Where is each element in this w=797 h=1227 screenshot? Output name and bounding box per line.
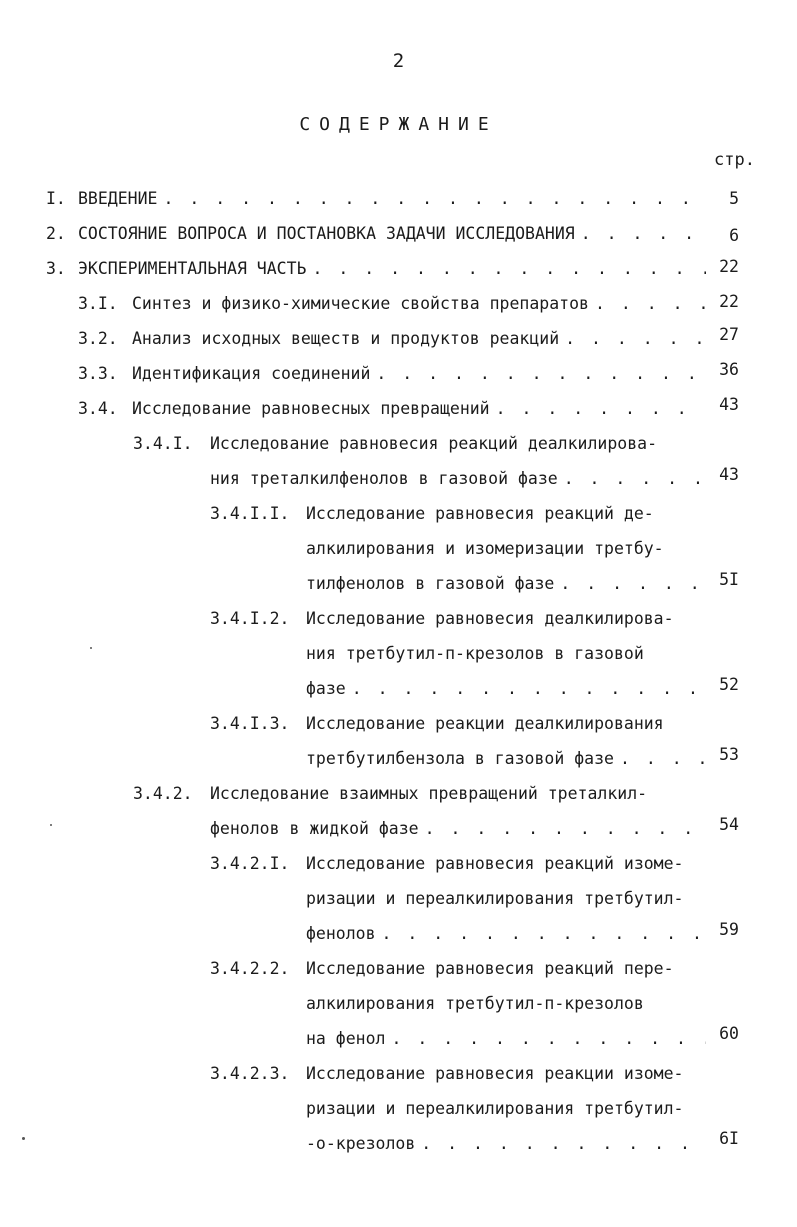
scan-speck	[22, 1137, 25, 1140]
entry-text-line: алкилирования и изомеризации третбу-	[306, 539, 664, 558]
entry-text: ЭКСПЕРИМЕНТАЛЬНАЯ ЧАСТЬ	[78, 259, 307, 278]
entry-text: Исследование равновесных превращений	[132, 399, 490, 418]
entry-number: 3.4.2.3.	[210, 1064, 290, 1083]
entry-text: СОСТОЯНИЕ ВОПРОСА И ПОСТАНОВКА ЗАДАЧИ ИССЛЕДОВАНИЯ	[78, 224, 575, 243]
toc-entry-1	[46, 187, 706, 211]
page-column-header: стр.	[714, 150, 755, 170]
page-number: 2	[392, 50, 405, 72]
toc-entry-3-4	[78, 397, 706, 421]
leader-dots	[376, 922, 706, 946]
entry-text-line: Исследование равновесия реакций де-	[306, 504, 654, 523]
entry-text: Идентификация соединений	[132, 364, 371, 383]
entry-number: 2.	[46, 224, 66, 243]
entry-number: 3.4.2.	[133, 784, 193, 803]
leader-dots	[157, 187, 706, 211]
entry-text-line: -о-крезолов	[306, 1134, 416, 1153]
entry-page: 22	[719, 292, 739, 311]
leader-dots	[614, 747, 706, 771]
entry-number: I.	[46, 189, 66, 208]
page-title: СОДЕРЖАНИЕ	[299, 114, 498, 135]
entry-number: 3.I.	[78, 294, 118, 313]
toc-entry-3-4-1-2	[306, 677, 706, 701]
leader-dots	[346, 677, 706, 701]
entry-page: 53	[719, 745, 739, 764]
leader-dots	[490, 397, 706, 421]
entry-text-line: фенолов в жидкой фазе	[210, 819, 419, 838]
entry-text-line: Исследование равновесия реакций деалкилирова-	[210, 434, 658, 453]
leader-dots	[554, 572, 706, 596]
entry-text-line: Исследование реакции деалкилирования	[306, 714, 664, 733]
entry-page: 22	[719, 257, 739, 276]
leader-dots	[575, 222, 706, 246]
entry-text-line: Исследование равновесия деалкилирова-	[306, 609, 674, 628]
entry-number: 3.2.	[78, 329, 118, 348]
leader-dots	[306, 257, 706, 281]
entry-text-line: Исследование равновесия реакции изоме-	[306, 1064, 684, 1083]
entry-text: Синтез и физико-химические свойства препаратов	[132, 294, 589, 313]
entry-text-line: Исследование взаимных превращений треталкил-	[210, 784, 648, 803]
entry-text-line: ния третбутил-п-крезолов в газовой	[306, 644, 644, 663]
toc-entry-3-3	[78, 362, 706, 386]
toc-entry-3-4-2	[210, 817, 706, 841]
entry-page: 6	[729, 226, 739, 245]
entry-page: 54	[719, 815, 739, 834]
toc-entry-3-4-1-3	[306, 747, 706, 771]
entry-page: 43	[719, 395, 739, 414]
entry-page: 36	[719, 360, 739, 379]
scan-speck	[90, 647, 92, 649]
toc-entry-3-4-2-2	[306, 1027, 706, 1051]
entry-text-line: ризации и переалкилирования третбутил-	[306, 889, 684, 908]
entry-page: 60	[719, 1024, 739, 1043]
entry-text-line: ризации и переалкилирования третбутил-	[306, 1099, 684, 1118]
entry-page: 6I	[719, 1129, 739, 1148]
entry-number: 3.4.I.3.	[210, 714, 290, 733]
entry-page: 59	[719, 920, 739, 939]
entry-number: 3.4.2.2.	[210, 959, 290, 978]
leader-dots	[385, 1027, 706, 1051]
leader-dots	[559, 327, 706, 351]
entry-number: 3.	[46, 259, 66, 278]
entry-text-line: на фенол	[306, 1029, 386, 1048]
leader-dots	[589, 292, 706, 316]
entry-text-line: ния треталкилфенолов в газовой фазе	[210, 469, 558, 488]
entry-page: 52	[719, 675, 739, 694]
toc-entry-3-4-1	[210, 467, 706, 491]
leader-dots	[415, 1132, 706, 1156]
entry-number: 3.4.I.2.	[210, 609, 290, 628]
entry-page: 5	[729, 189, 739, 208]
entry-text-line: алкилирования третбутил-п-крезолов	[306, 994, 644, 1013]
entry-page: 5I	[719, 570, 739, 589]
entry-text-line: фазе	[306, 679, 346, 698]
entry-text-line: Исследование равновесия реакций изоме-	[306, 854, 684, 873]
scan-speck	[50, 824, 52, 826]
toc-entry-3-4-2-3	[306, 1132, 706, 1156]
entry-text-line: Исследование равновесия реакций пере-	[306, 959, 674, 978]
entry-text-line: третбутилбензола в газовой фазе	[306, 749, 614, 768]
leader-dots	[370, 362, 706, 386]
entry-number: 3.4.2.I.	[210, 854, 290, 873]
toc-entry-3-4-2-1	[306, 922, 706, 946]
toc-entry-3-2	[78, 327, 706, 351]
entry-number: 3.3.	[78, 364, 118, 383]
entry-page: 27	[719, 325, 739, 344]
toc-entry-3-1	[78, 292, 706, 316]
entry-text: ВВЕДЕНИЕ	[78, 189, 158, 208]
toc-entry-3	[46, 257, 706, 281]
entry-text-line: фенолов	[306, 924, 376, 943]
entry-page: 43	[719, 465, 739, 484]
entry-number: 3.4.	[78, 399, 118, 418]
entry-number: 3.4.I.	[133, 434, 193, 453]
leader-dots	[419, 817, 706, 841]
entry-text-line: тилфенолов в газовой фазе	[306, 574, 555, 593]
toc-entry-3-4-1-1	[306, 572, 706, 596]
entry-text: Анализ исходных веществ и продуктов реакций	[132, 329, 560, 348]
entry-number: 3.4.I.I.	[210, 504, 290, 523]
leader-dots	[558, 467, 706, 491]
toc-entry-2	[46, 222, 706, 246]
